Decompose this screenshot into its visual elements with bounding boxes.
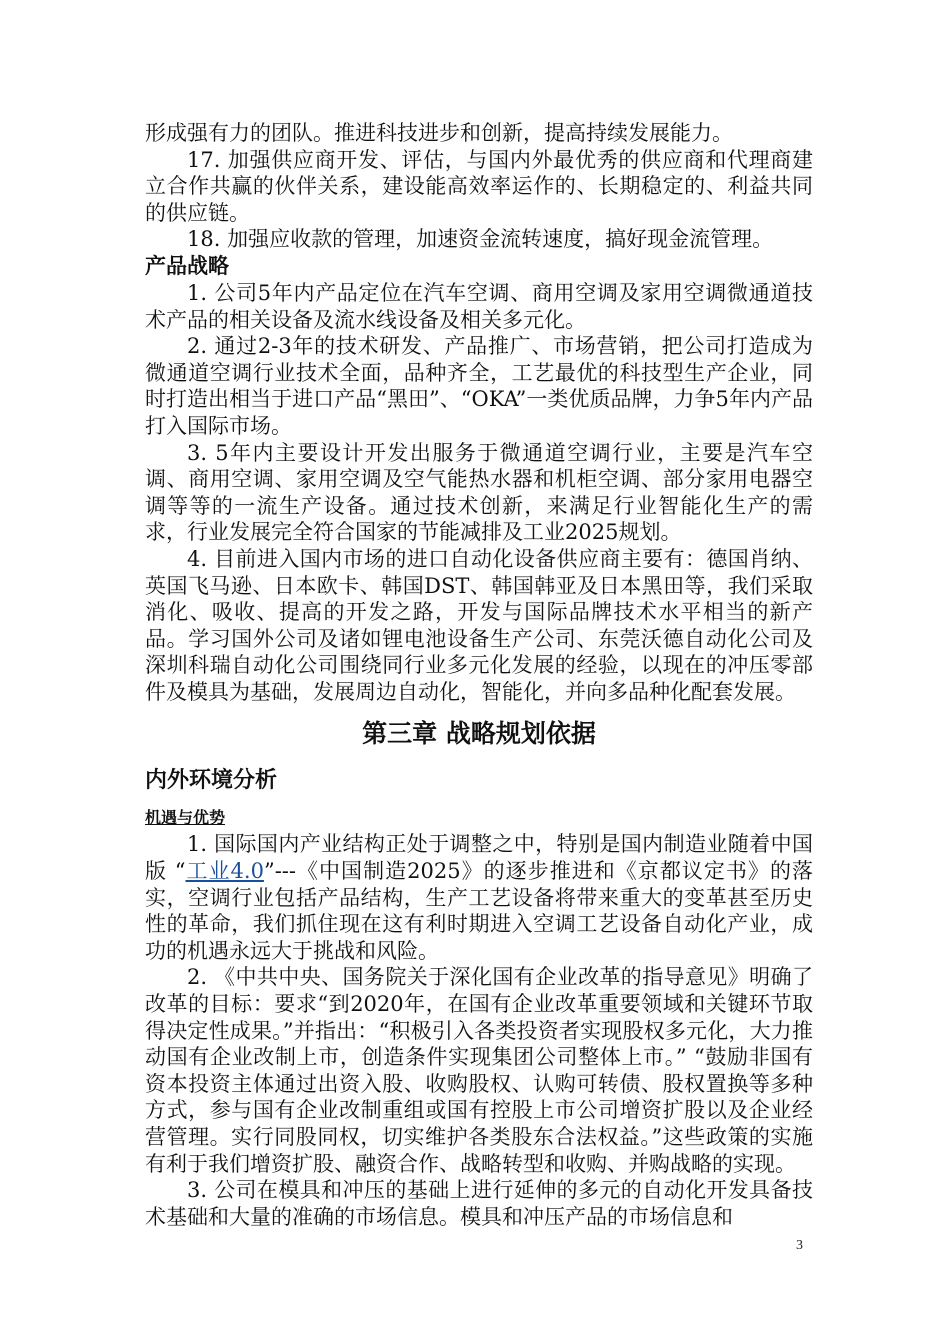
list-item: 1. 公司5年内产品定位在汽车空调、商用空调及家用空调微通道技术产品的相关设备及流水线设备及相关多元化。 xyxy=(145,280,813,332)
item-text: ”---《中国制造2025》的逐步推进和《京都议定书》的落实，空调行业包括产品结构，生产工艺设备将带来重大的变革甚至历史性的革命，我们抓住现在这有利时期进入空调工艺设备自动化产业，成功的机遇永远大于挑战和风险。 xyxy=(145,859,813,963)
list-item: 2. 《中共中央、国务院关于深化国有企业改革的指导意见》明确了改革的目标：要求“到2020年，在国有企业改革重要领域和关键环节取得决定性成果。”并指出：“积极引入各类投资者实现股权多元化，大力推动国有企业改制上市，创造条件实现集团公司整体上市。” “鼓励非国有资本投资主体通过出资入股、收购股权、认购可转债、股权置换等多种方式，参与国有企业改制重组或国有控股上市公司增资扩股以及企业经营管理。实行同股同权，切实维护各类股东合法权益。”这些政策的实施有利于我们增资扩股、融资合作、战略转型和收购、并购战略的实现。 xyxy=(145,965,813,1176)
item-text: 1. 国际国内产业结构正处于调整之中，特别是国内制造业随着中国版 “ xyxy=(145,832,813,884)
list-item xyxy=(145,831,813,964)
paragraph: 形成强有力的团队。推进科技进步和创新，提高持续发展能力。 xyxy=(145,121,733,145)
minor-heading: 机遇与优势 xyxy=(145,808,226,828)
paragraph: 18. 加强应收款的管理，加速资金流转速度，搞好现金流管理。 xyxy=(187,227,774,252)
list-item: 3. 5年内主要设计开发出服务于微通道空调行业，主要是汽车空调、商用空调、家用空调及空气能热水器和机柜空调、部分家用电器空调等等的一流生产设备。通过技术创新，来满足行业智能化生产的需求，行业发展完全符合国家的节能减排及工业2025规划。 xyxy=(145,440,813,545)
subsection-heading: 内外环境分析 xyxy=(145,768,278,794)
list-item: 2. 通过2-3年的技术研发、产品推广、市场营销，把公司打造成为微通道空调行业技术全面，品种齐全，工艺最优的科技型生产企业，同时打造出相当于进口产品“黑田”、“OKA”一类优质品牌，力争5年内产品打入国际市场。 xyxy=(145,334,813,438)
chapter-title: 第三章 战略规划依据 xyxy=(362,719,596,749)
paragraph: 17. 加强供应商开发、评估，与国内外最优秀的供应商和代理商建立合作共赢的伙伴关系，建设能高效率运作的、长期稳定的、利益共同的供应链。 xyxy=(145,147,813,225)
section-heading-product-strategy: 产品战略 xyxy=(145,253,229,278)
industry-4-link[interactable]: 工业4.0 xyxy=(185,859,264,884)
list-item: 3. 公司在模具和冲压的基础上进行延伸的多元的自动化开发具备技术基础和大量的准确的市场信息。模具和冲压产品的市场信息和 xyxy=(145,1178,813,1229)
list-item: 4. 目前进入国内市场的进口自动化设备供应商主要有：德国肖纳、英国飞马逊、日本欧卡、韩国DST、韩国韩亚及日本黑田等，我们采取消化、吸收、提高的开发之路，开发与国际品牌技术水平相当的新产品。学习国外公司及诸如锂电池设备生产公司、东莞沃德自动化公司及深圳科瑞自动化公司围绕同行业多元化发展的经验，以现在的冲压零部件及模具为基础，发展周边自动化，智能化，并向多品种化配套发展。 xyxy=(145,546,813,704)
page-body xyxy=(145,120,813,1230)
page-number: 3 xyxy=(796,1238,803,1253)
